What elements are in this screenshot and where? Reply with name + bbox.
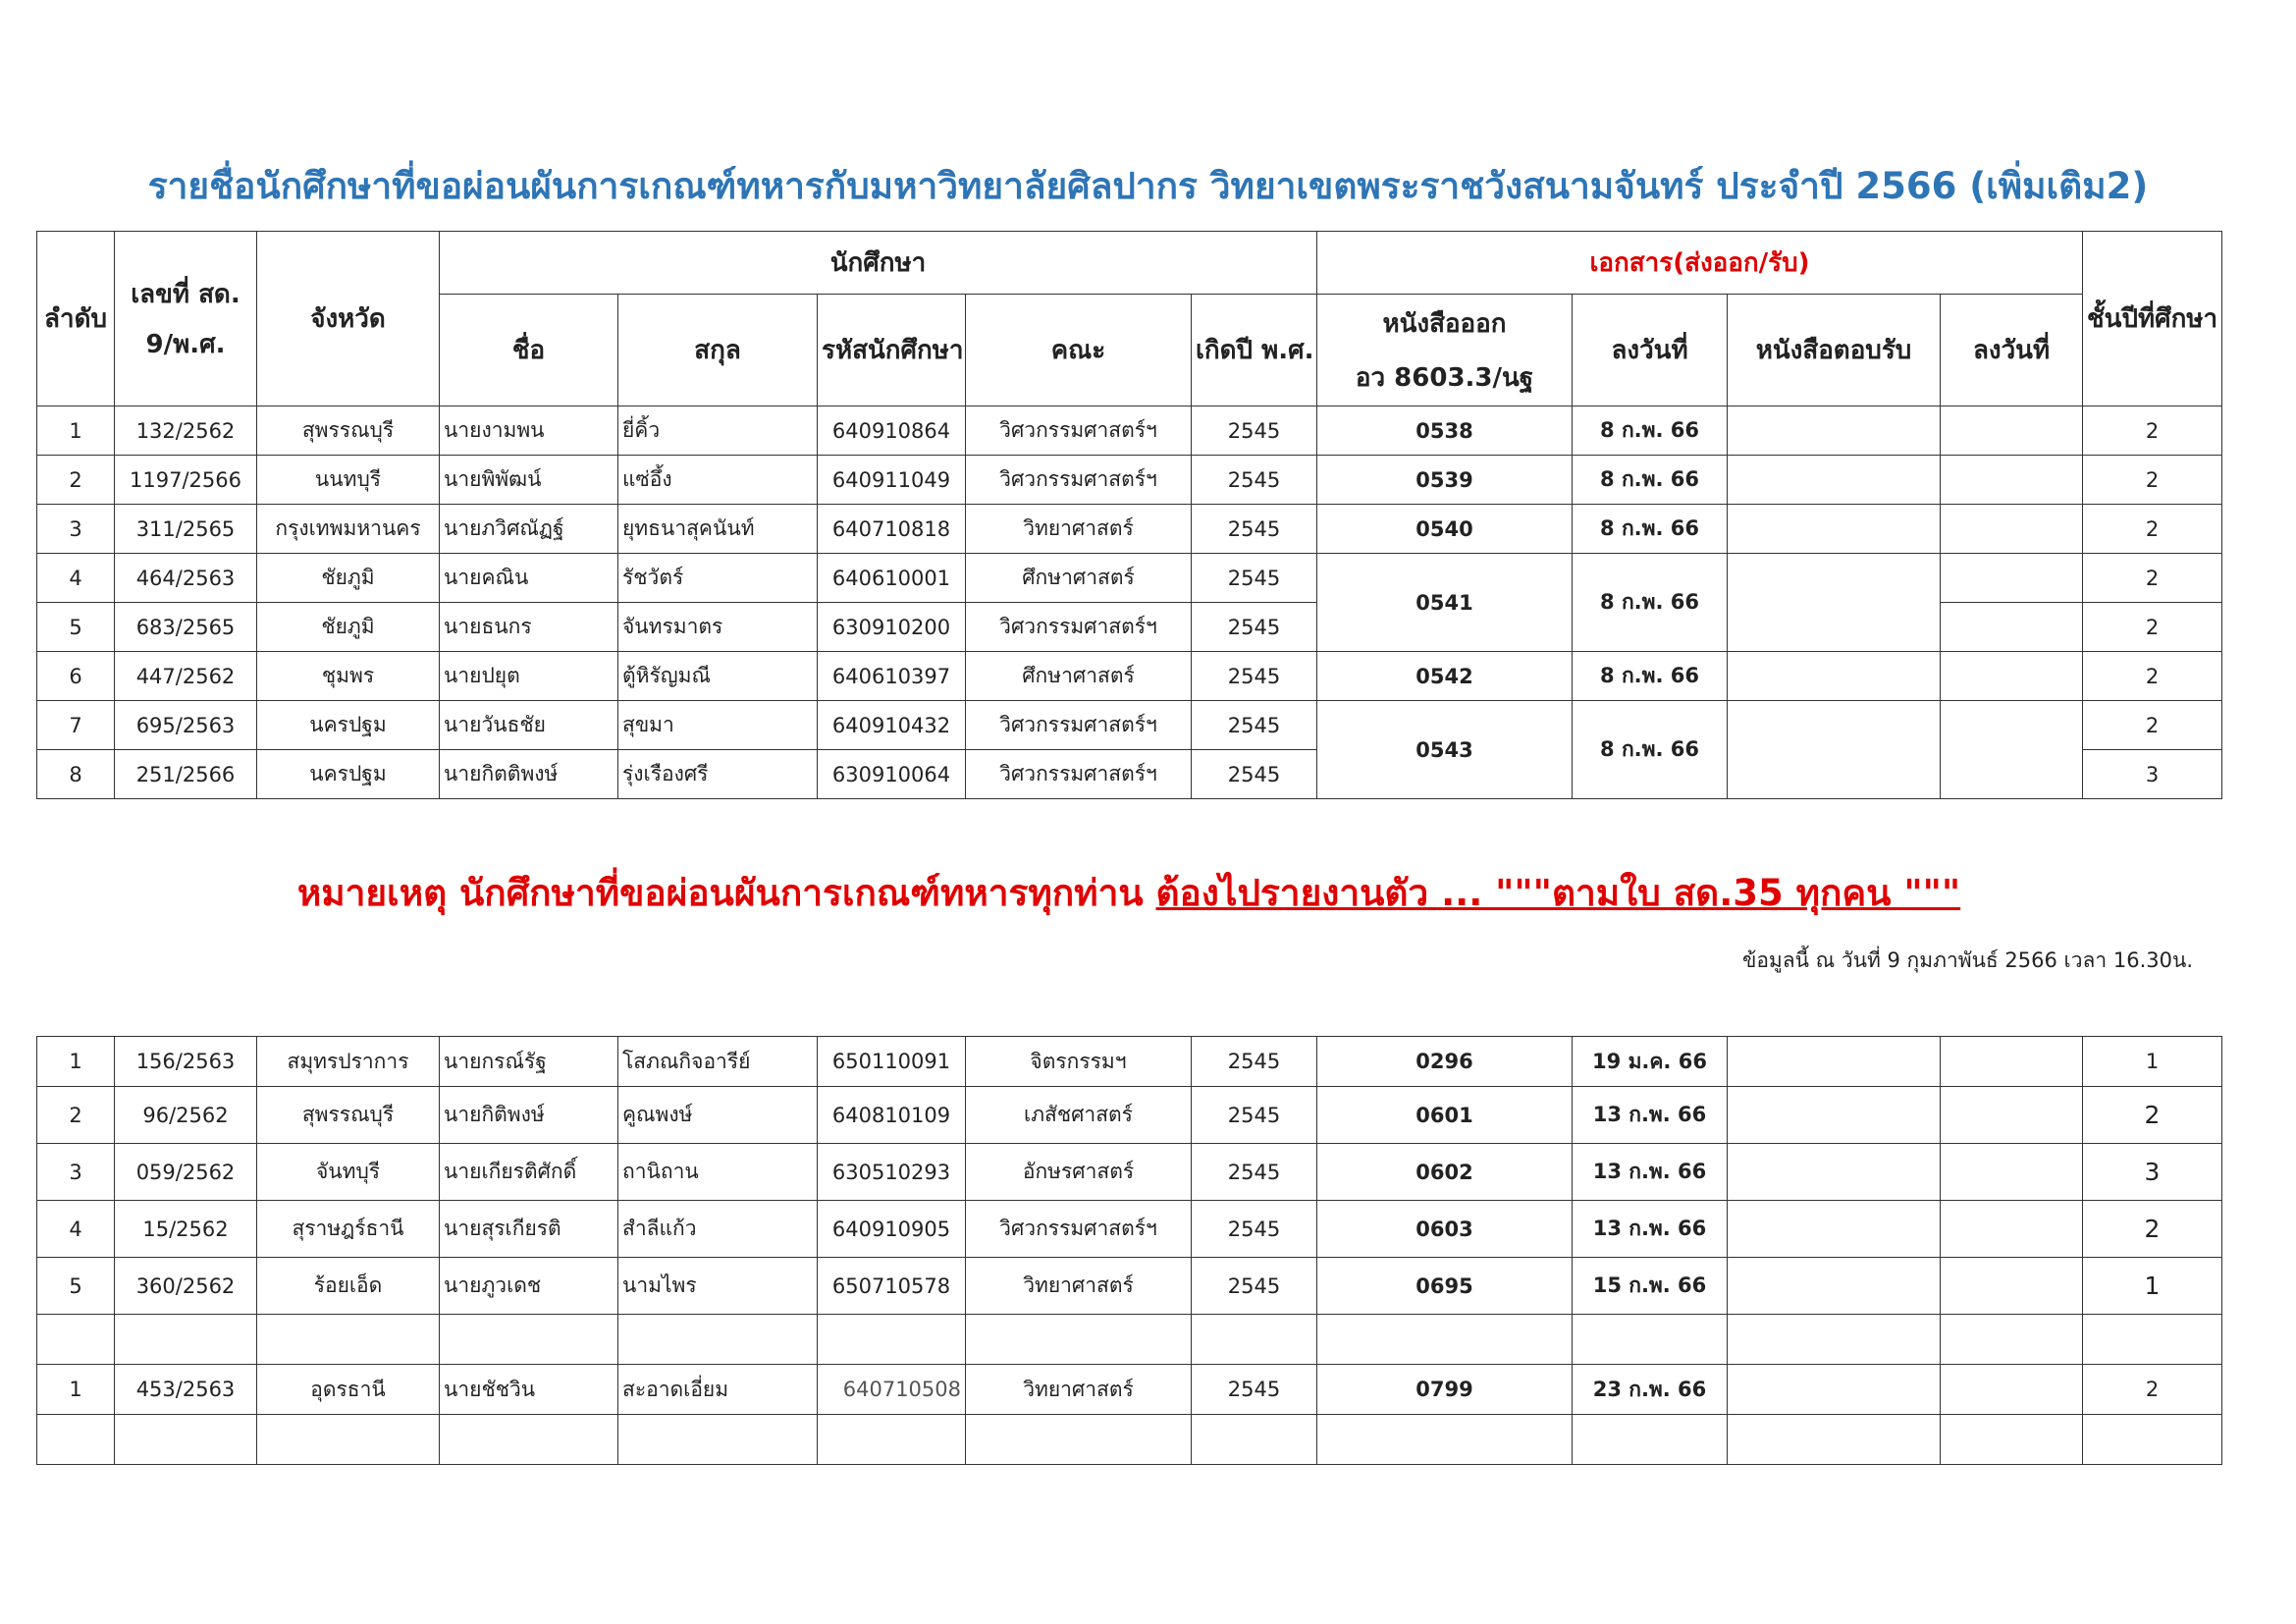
cell-doc: 683/2565 [115,603,257,652]
header-doc-no-line1: เลขที่ สด. [131,279,240,309]
cell-reply-date [1941,456,2083,505]
cell-year: 2 [2083,505,2222,554]
cell-province: ชัยภูมิ [257,554,440,603]
cell-reply-letter [1728,1258,1941,1315]
cell-faculty: วิทยาศาสตร์ [966,505,1192,554]
cell-last-name: ยุทธนาสุคนันท์ [618,505,818,554]
cell-empty [37,1315,115,1365]
cell-no: 6 [37,652,115,701]
header-first-name: ชื่อ [440,295,618,406]
cell-student-id: 640610397 [818,652,966,701]
cell-year: 2 [2083,603,2222,652]
header-doc-no [115,232,257,406]
cell-student-id: 640810109 [818,1087,966,1144]
table-row [37,652,2222,701]
cell-reply-date [1941,1037,2083,1087]
cell-no: 7 [37,701,115,750]
cell-faculty: วิศวกรรมศาสตร์ฯ [966,1201,1192,1258]
cell-date: 8 ก.พ. 66 [1573,652,1728,701]
cell-reply-date [1941,505,2083,554]
cell-first-name: นายภวิศณัฏฐ์ [440,505,618,554]
cell-student-id: 630910064 [818,750,966,799]
cell-birth-year: 2545 [1192,1365,1317,1415]
cell-letter: 0602 [1317,1144,1573,1201]
cell-reply-date [1941,1365,2083,1415]
cell-faculty: วิทยาศาสตร์ [966,1365,1192,1415]
table-row [37,701,2222,750]
cell-date: 15 ก.พ. 66 [1573,1258,1728,1315]
cell-empty [115,1315,257,1365]
cell-year: 2 [2083,1201,2222,1258]
cell-student-id: 640910432 [818,701,966,750]
cell-first-name: นายชัชวิน [440,1365,618,1415]
cell-birth-year: 2545 [1192,652,1317,701]
header-year-level: ชั้นปีที่ศึกษา [2083,232,2222,406]
cell-reply-date [1941,554,2083,603]
cell-birth-year: 2545 [1192,456,1317,505]
cell-last-name: รัชวัตร์ [618,554,818,603]
cell-no: 5 [37,1258,115,1315]
cell-empty [1728,1315,1941,1365]
cell-letter: 0538 [1317,406,1573,456]
cell-empty [618,1415,818,1465]
cell-letter: 0695 [1317,1258,1573,1315]
cell-doc: 251/2566 [115,750,257,799]
cell-year: 3 [2083,1144,2222,1201]
cell-reply-date [1941,652,2083,701]
cell-date: 8 ก.พ. 66 [1573,701,1728,799]
cell-faculty: วิศวกรรมศาสตร์ฯ [966,750,1192,799]
cell-province: สุพรรณบุรี [257,406,440,456]
cell-reply-letter [1728,1365,1941,1415]
additional-students-table [36,1036,2222,1465]
cell-reply-date [1941,603,2083,652]
table-row [37,1144,2222,1201]
cell-birth-year: 2545 [1192,1087,1317,1144]
cell-empty [818,1415,966,1465]
cell-last-name: ตู้หิรัญมณี [618,652,818,701]
cell-empty [1192,1315,1317,1365]
cell-first-name: นายคณิน [440,554,618,603]
cell-first-name: นายวันธชัย [440,701,618,750]
cell-year: 2 [2083,701,2222,750]
cell-faculty: อักษรศาสตร์ [966,1144,1192,1201]
cell-faculty: ศึกษาศาสตร์ [966,554,1192,603]
cell-last-name: ยี่คิ้ว [618,406,818,456]
cell-letter: 0540 [1317,505,1573,554]
cell-first-name: นายกิติพงษ์ [440,1087,618,1144]
remark-underlined: ต้องไปรายงานตัว ... """ตามใบ สด.35 ทุกคน """ [1155,872,1961,914]
cell-date: 19 ม.ค. 66 [1573,1037,1728,1087]
cell-no: 8 [37,750,115,799]
cell-first-name: นายกิตติพงษ์ [440,750,618,799]
cell-birth-year: 2545 [1192,505,1317,554]
cell-last-name: สุขมา [618,701,818,750]
cell-empty [1573,1315,1728,1365]
cell-year: 2 [2083,1087,2222,1144]
table-row [37,406,2222,456]
cell-no: 4 [37,554,115,603]
cell-birth-year: 2545 [1192,554,1317,603]
cell-province: สมุทรปราการ [257,1037,440,1087]
cell-empty [1192,1415,1317,1465]
cell-first-name: นายเกียรติศักดิ์ [440,1144,618,1201]
cell-student-id: 640910864 [818,406,966,456]
cell-province: กรุงเทพมหานคร [257,505,440,554]
cell-empty [1317,1315,1573,1365]
cell-province: นครปฐม [257,750,440,799]
cell-province: นครปฐม [257,701,440,750]
cell-no: 3 [37,1144,115,1201]
cell-doc: 156/2563 [115,1037,257,1087]
cell-reply-date [1941,701,2083,799]
cell-reply-date [1941,1144,2083,1201]
cell-year: 1 [2083,1037,2222,1087]
cell-letter: 0542 [1317,652,1573,701]
cell-no: 1 [37,1365,115,1415]
cell-first-name: นายกรณ์รัฐ [440,1037,618,1087]
table-row [37,1087,2222,1144]
cell-first-name: นายพิพัฒน์ [440,456,618,505]
cell-letter: 0601 [1317,1087,1573,1144]
cell-year: 2 [2083,652,2222,701]
cell-province: ร้อยเอ็ด [257,1258,440,1315]
cell-last-name: นามไพร [618,1258,818,1315]
remark-prefix: หมายเหตุ นักศึกษาที่ขอผ่อนผันการเกณฑ์ทหารทุกท่าน [296,872,1156,914]
cell-birth-year: 2545 [1192,750,1317,799]
cell-last-name: แซ่อึ้ง [618,456,818,505]
cell-faculty: ศึกษาศาสตร์ [966,652,1192,701]
cell-province: สุราษฎร์ธานี [257,1201,440,1258]
cell-birth-year: 2545 [1192,701,1317,750]
cell-reply-date [1941,1258,2083,1315]
cell-faculty: จิตรกรรมฯ [966,1037,1192,1087]
cell-province: ชุมพร [257,652,440,701]
header-no: ลำดับ [37,232,115,406]
cell-date: 8 ก.พ. 66 [1573,456,1728,505]
cell-province: อุดรธานี [257,1365,440,1415]
cell-doc: 311/2565 [115,505,257,554]
header-faculty: คณะ [966,295,1192,406]
table-row [37,554,2222,603]
header-student-id: รหัสนักศึกษา [818,295,966,406]
cell-reply-letter [1728,1201,1941,1258]
cell-province: สุพรรณบุรี [257,1087,440,1144]
cell-empty [1728,1415,1941,1465]
cell-reply-letter [1728,1087,1941,1144]
cell-faculty: วิทยาศาสตร์ [966,1258,1192,1315]
cell-reply-letter [1728,1144,1941,1201]
cell-student-id: 640710818 [818,505,966,554]
cell-letter: 0541 [1317,554,1573,652]
cell-reply-letter [1728,1037,1941,1087]
cell-date: 8 ก.พ. 66 [1573,406,1728,456]
cell-last-name: ถานิถาน [618,1144,818,1201]
header-doc-no-line2: 9/พ.ศ. [145,329,226,359]
cell-reply-letter [1728,505,1941,554]
cell-date: 23 ก.พ. 66 [1573,1365,1728,1415]
cell-student-id: 630510293 [818,1144,966,1201]
cell-birth-year: 2545 [1192,1144,1317,1201]
cell-doc: 464/2563 [115,554,257,603]
cell-no: 2 [37,456,115,505]
cell-birth-year: 2545 [1192,603,1317,652]
cell-year: 2 [2083,1365,2222,1415]
cell-student-id: 640911049 [818,456,966,505]
table-row [37,505,2222,554]
cell-year: 3 [2083,750,2222,799]
cell-no: 5 [37,603,115,652]
header-birth-year: เกิดปี พ.ศ. [1192,295,1317,406]
cell-no: 4 [37,1201,115,1258]
table-row [37,456,2222,505]
cell-empty [818,1315,966,1365]
cell-year: 1 [2083,1258,2222,1315]
cell-first-name: นายงามพน [440,406,618,456]
cell-letter: 0543 [1317,701,1573,799]
cell-empty [1941,1415,2083,1465]
cell-no: 3 [37,505,115,554]
cell-faculty: วิศวกรรมศาสตร์ฯ [966,603,1192,652]
cell-birth-year: 2545 [1192,1258,1317,1315]
cell-first-name: นายภูวเดช [440,1258,618,1315]
cell-reply-letter [1728,652,1941,701]
cell-student-id: 650710578 [818,1258,966,1315]
cell-date: 8 ก.พ. 66 [1573,554,1728,652]
cell-empty [440,1315,618,1365]
cell-last-name: รุ่งเรืองศรี [618,750,818,799]
cell-doc: 360/2562 [115,1258,257,1315]
cell-reply-letter [1728,406,1941,456]
header-student-group: นักศึกษา [440,232,1317,295]
cell-province: จันทบุรี [257,1144,440,1201]
cell-year: 2 [2083,406,2222,456]
cell-last-name: โสภณกิจอารีย์ [618,1037,818,1087]
cell-birth-year: 2545 [1192,1201,1317,1258]
cell-student-id: 650110091 [818,1037,966,1087]
cell-birth-year: 2545 [1192,1037,1317,1087]
cell-reply-date [1941,1201,2083,1258]
cell-letter: 0603 [1317,1201,1573,1258]
cell-date: 13 ก.พ. 66 [1573,1201,1728,1258]
cell-last-name: จันทรมาตร [618,603,818,652]
cell-no: 2 [37,1087,115,1144]
cell-no: 1 [37,406,115,456]
cell-reply-letter [1728,456,1941,505]
cell-student-id: 630910200 [818,603,966,652]
header-reply-letter: หนังสือตอบรับ [1728,295,1941,406]
cell-last-name: คูณพงษ์ [618,1087,818,1144]
header-last-name: สกุล [618,295,818,406]
cell-empty [1573,1415,1728,1465]
cell-letter: 0539 [1317,456,1573,505]
header-documents-group: เอกสาร(ส่งออก/รับ) [1317,232,2083,295]
cell-reply-letter [1728,701,1941,799]
cell-doc: 059/2562 [115,1144,257,1201]
table-row [37,1258,2222,1315]
cell-no: 1 [37,1037,115,1087]
cell-student-id: 640610001 [818,554,966,603]
table-row-empty [37,1315,2222,1365]
table-row [37,1037,2222,1087]
table-row-empty [37,1415,2222,1465]
cell-student-id: 640910905 [818,1201,966,1258]
students-table [36,231,2222,799]
cell-faculty: เภสัชศาสตร์ [966,1087,1192,1144]
cell-date: 8 ก.พ. 66 [1573,505,1728,554]
cell-reply-date [1941,406,2083,456]
cell-empty [618,1315,818,1365]
cell-faculty: วิศวกรรมศาสตร์ฯ [966,456,1192,505]
data-timestamp: ข้อมูลนี้ ณ วันที่ 9 กุมภาพันธ์ 2566 เวลา 16.30น. [1741,948,2193,972]
cell-empty [1941,1315,2083,1365]
header-out-letter-line1: หนังสือออก [1382,308,1507,339]
cell-doc: 15/2562 [115,1201,257,1258]
cell-first-name: นายสุรเกียรติ [440,1201,618,1258]
cell-empty [37,1415,115,1465]
table-row [37,1201,2222,1258]
header-province: จังหวัด [257,232,440,406]
cell-reply-letter [1728,554,1941,652]
cell-doc: 1197/2566 [115,456,257,505]
cell-empty [2083,1315,2222,1365]
cell-empty [257,1415,440,1465]
cell-empty [257,1315,440,1365]
cell-faculty: วิศวกรรมศาสตร์ฯ [966,701,1192,750]
cell-student-id: 640710508 [818,1365,966,1415]
cell-empty [966,1415,1192,1465]
page-title: รายชื่อนักศึกษาที่ขอผ่อนผันการเกณฑ์ทหารกับมหาวิทยาลัยศิลปากร วิทยาเขตพระราชวังสนามจันทร์ ประจำปี 2566 (เพิ่มเติม2) [147,165,2149,207]
cell-doc: 447/2562 [115,652,257,701]
cell-reply-date [1941,1087,2083,1144]
cell-year: 2 [2083,554,2222,603]
header-out-letter-line2: อว 8603.3/นฐ [1355,362,1534,393]
header-out-date: ลงวันที่ [1573,295,1728,406]
cell-first-name: นายปยุต [440,652,618,701]
cell-doc: 453/2563 [115,1365,257,1415]
cell-last-name: สะอาดเอี่ยม [618,1365,818,1415]
cell-empty [966,1315,1192,1365]
cell-letter: 0799 [1317,1365,1573,1415]
cell-date: 13 ก.พ. 66 [1573,1144,1728,1201]
cell-year: 2 [2083,456,2222,505]
cell-faculty: วิศวกรรมศาสตร์ฯ [966,406,1192,456]
cell-date: 13 ก.พ. 66 [1573,1087,1728,1144]
cell-letter: 0296 [1317,1037,1573,1087]
cell-province: นนทบุรี [257,456,440,505]
table-row [37,1365,2222,1415]
header-out-letter [1317,295,1573,406]
cell-empty [440,1415,618,1465]
cell-birth-year: 2545 [1192,406,1317,456]
cell-last-name: สำลีแก้ว [618,1201,818,1258]
cell-doc: 695/2563 [115,701,257,750]
cell-province: ชัยภูมิ [257,603,440,652]
cell-empty [115,1415,257,1465]
cell-doc: 96/2562 [115,1087,257,1144]
cell-empty [2083,1415,2222,1465]
header-reply-date: ลงวันที่ [1941,295,2083,406]
cell-empty [1317,1415,1573,1465]
cell-first-name: นายธนกร [440,603,618,652]
remark-note [0,864,2258,922]
cell-doc: 132/2562 [115,406,257,456]
